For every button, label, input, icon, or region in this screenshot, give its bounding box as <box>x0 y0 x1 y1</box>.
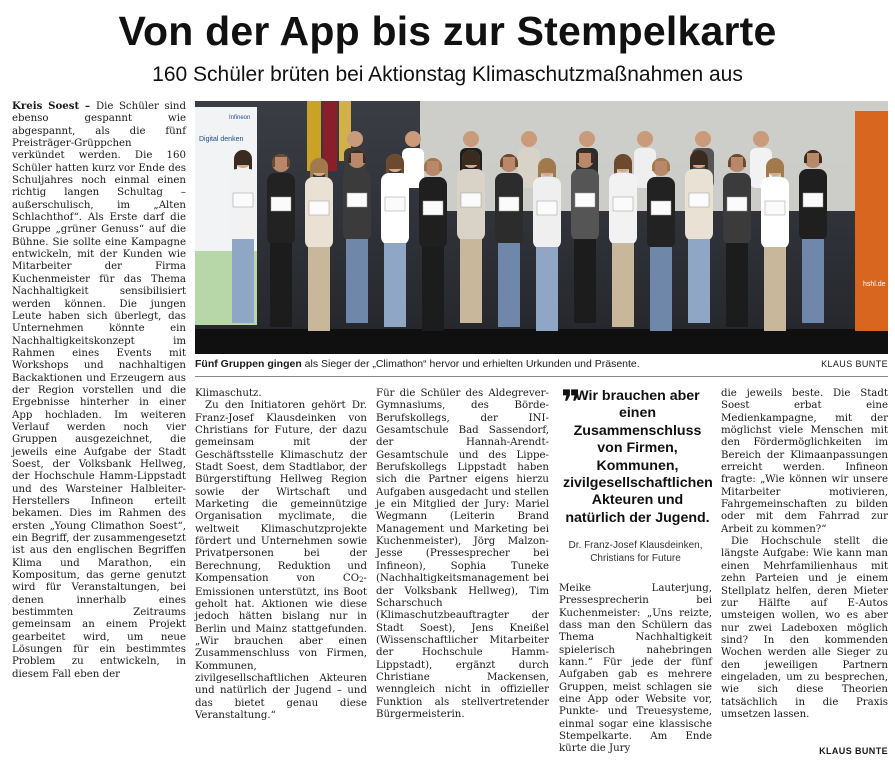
person-legs <box>308 247 330 331</box>
certificate-icon <box>803 193 823 207</box>
subheadline: 160 Schüler brüten bei Aktionstag Klimaschutzmaßnahmen aus <box>152 63 743 86</box>
person-head <box>463 131 479 147</box>
caption-text: als Sieger der „Climathon“ hervor und erhielten Urkunden und Präsente. <box>301 358 640 370</box>
photo-credit: KLAUS BUNTE <box>821 359 888 369</box>
person-legs <box>422 247 444 331</box>
right-banner <box>855 111 888 331</box>
certificate-icon <box>461 193 481 207</box>
certificate-icon <box>765 201 785 215</box>
article-column-1 <box>12 100 186 681</box>
article-column-3 <box>376 388 549 721</box>
person-head <box>347 131 363 147</box>
article-column-4 <box>559 583 712 756</box>
person-legs <box>764 247 786 331</box>
person-legs <box>346 239 368 323</box>
article-paragraph: Meike Lauterjung, Pressesprecherin bei Kuchenmeister: „Uns reizte, dass man den Schülern das Thema Nachhaltigkeit spielerisch nahebringen kann.“ Für jede der fünf Aufgaben gab es mehrere Gruppen, meist schlagen sie eine App oder Website vor, Punkte- und Treuesysteme, einmal sogar eine klassische Stempelkarte. Am Ende kürte die Jury <box>559 583 712 755</box>
certificate-icon <box>651 201 671 215</box>
certificate-icon <box>233 193 253 207</box>
person-legs <box>650 247 672 331</box>
person-legs <box>498 243 520 327</box>
person-head <box>521 131 537 147</box>
co2-subscript: 2 <box>359 576 364 585</box>
certificate-icon <box>613 197 633 211</box>
article-paragraph <box>12 100 186 681</box>
article-paragraph: die jeweils beste. Die Stadt Soest erbat eine Medienkampagne, mit der möglichst viele Menschen mit den Fördermöglichkeiten im Bereich der Klimaanpassungen erreicht werden. Infineon fragte: „Wie können wir unsere Mitarbeiter motivieren, Fahrgemeinschaften zu bilden oder mit dem Fahrrad zur Arbeit zu kommen?“ <box>721 388 888 535</box>
certificate-icon <box>575 193 595 207</box>
certificate-icon <box>271 197 291 211</box>
dateline: Kreis Soest – <box>12 100 96 112</box>
person-head <box>579 131 595 147</box>
article-column-2 <box>195 388 367 722</box>
person-legs <box>232 239 254 323</box>
person-head <box>637 131 653 147</box>
certificate-icon <box>727 197 747 211</box>
person-legs <box>460 239 482 323</box>
article-paragraph: Klimaschutz. <box>195 388 262 399</box>
certificate-icon <box>499 197 519 211</box>
person-legs <box>574 239 596 323</box>
caption-divider <box>195 376 888 377</box>
article-paragraph <box>195 400 367 722</box>
certificate-icon <box>309 201 329 215</box>
person-legs <box>802 239 824 323</box>
paragraph-text: Die Schüler sind ebenso gespannt wie abgespannt, als die fünf Preisträger-Grüppchen verkündet werden. Die 160 Schüler hatten kurz vor Ende des Schuljahres noch einmal einen richtig langen Schultag – außerschulisch, im „Alten Schlachthof“. Als Erste darf die Gruppe „grüner Genuss“ auf die Bühne. Sie sollte eine Kampagne entwickeln, mit der Kunden wie Mitarbeiter der Firma Kuchenmeister für das Thema Nachhaltigkeit sensibilisiert werden können. Die jungen Leute haben sich überlegt, das Unternehmen könnte ein Nachhaltigkeitskonzept im Rahmen eines Events mit Workshops und nachhaltigen Backaktionen und Erzeugern aus der Region vorstellen und die Ergebnisse hinterher in einer App hochladen. Im weiteren Verlauf werden noch vier Gruppen ausgezeichnet, die jeweils eine Aufgabe der Stadt Soest, der Volksbank Hellweg, der Hochschule Hamm-Lippstadt und des Warsteiner Halbleiter-Herstellers Infineon erteilt bekamen. Dies im Rahmen des ersten „Young Climathon Soest“, ein Begriff, der zusammengesetzt ist aus den englischen Begriffen Klima und Marathon, ein Kompositum, das gerne genutzt wird für Veranstaltungen, bei denen innerhalb eines bestimmten Zeitraums gemeinsam an einem Projekt gearbeitet wird, um neue Lösungen für ein bestimmtes Problem zu entwickeln, in diesem Fall eben der <box>12 101 186 680</box>
certificate-icon <box>385 197 405 211</box>
certificate-icon <box>347 193 367 207</box>
group-photo-illustration <box>195 101 888 354</box>
article-paragraph: Für die Schüler des Aldegrever-Gymnasiums, des Börde-Berufskollegs, der INI-Gesamtschule Bad Sassendorf, der Hannah-Arendt-Gesamtschule und des Lippe-Berufskollegs Lippstadt haben sich die Partner eigens hierzu Aufgaben ausgedacht und stellen je ein Mitglied der Jury: Mariel Wegmann (Leiterin Brand Management und Marketing bei Kuchenmeister), Jörg Malzon-Jesse (Pressesprecher bei Infineon), Sophia Tuneke (Nachhaltigkeitsmanagement bei der Volksbank Hellweg), Tim Scharschuch (Klimaschutzbeauftragter der Stadt Soest), Jens Kneißel (Wissenschaftlicher Mitarbeiter der Hochschule Hamm-Lippstadt), ergänzt durch Christiane Mackensen, wenngleich nicht in offizieller Funktion als stellvertretender Bürgermeisterin. <box>376 388 549 720</box>
article-photo <box>195 101 888 354</box>
person-legs <box>688 239 710 323</box>
banner-right-text: hshl.de <box>863 281 886 288</box>
person-legs <box>270 243 292 327</box>
person-head <box>695 131 711 147</box>
stage-floor <box>195 329 888 354</box>
person-head <box>753 131 769 147</box>
quote-mark-icon: ❞ <box>561 383 581 423</box>
banner-left-logo: Infineon <box>229 115 251 121</box>
banner-left-text: Digital denken <box>199 136 244 143</box>
quote-author-name: Dr. Franz-Josef Klausdeinken, <box>568 540 703 552</box>
person-legs <box>536 247 558 331</box>
pull-quote <box>559 383 713 565</box>
person-legs <box>726 243 748 327</box>
quote-text: Wir brauchen aber einen Zusammenschluss von Firmen, Kommunen, zivilgesellschaftlichen Akteuren und natürlich der Jugend. <box>563 388 713 526</box>
person-head <box>405 131 421 147</box>
quote-author-affiliation: Christians for Future <box>590 553 681 565</box>
article-paragraph: Die Hochschule stellt die längste Aufgabe: Wie kann man einen Mehrfamilienhaus mit zehn Parteien und je einem Stellplatz helfen, deren Mieter zur Hälfte auf E-Autos umsteigen wollen, wo es aber nur zwei Ladeboxen möglich sind? In den kommenden Wochen werden alle Sieger zu den jeweiligen Partnern eingeladen, um zu besprechen, wie sich diese Theorien tatsächlich in die Praxis umsetzen lassen. <box>721 536 888 720</box>
caption-lead: Fünf Gruppen gingen <box>195 358 302 370</box>
headline: Von der App bis zur Stempelkarte <box>118 8 777 54</box>
article-author: KLAUS BUNTE <box>819 746 888 756</box>
person-legs <box>384 243 406 327</box>
paragraph-text: Zu den Initiatoren gehört Dr. Franz-Josef Klausdeinken von Christians for Future, der dazu gemeinsam mit der Geschäftsstelle Klimaschutz der Stadt Soest, dem Stadtlabor, der Bürgerstiftung Hellweg Region sowie der Wirtschaft und Marketing die gemeinnützige Organisation myclimate, die weltweit Klimaschutzprojekte fördert und Unternehmen sowie Privatpersonen bei der Berechnung, Reduktion und Kompensation von CO <box>195 400 367 585</box>
quote-author <box>559 539 712 565</box>
certificate-icon <box>423 201 443 215</box>
certificate-icon <box>689 193 709 207</box>
photo-caption <box>195 358 888 371</box>
article-column-5 <box>721 388 888 721</box>
person-legs <box>612 243 634 327</box>
paragraph-text: -Emissionen unterstützt, ins Boot geholt hat. Aktionen wie diese jedoch hätten bislang nur in Berlin und Mainz stattgefunden. „Wir brauchen aber einen Zusammenschluss von Firmen, Kommunen, zivilgesellschaftlichen Akteuren und natürlich der Jugend – und das bietet genau diese Veranstaltung.“ <box>195 573 367 721</box>
certificate-icon <box>537 201 557 215</box>
